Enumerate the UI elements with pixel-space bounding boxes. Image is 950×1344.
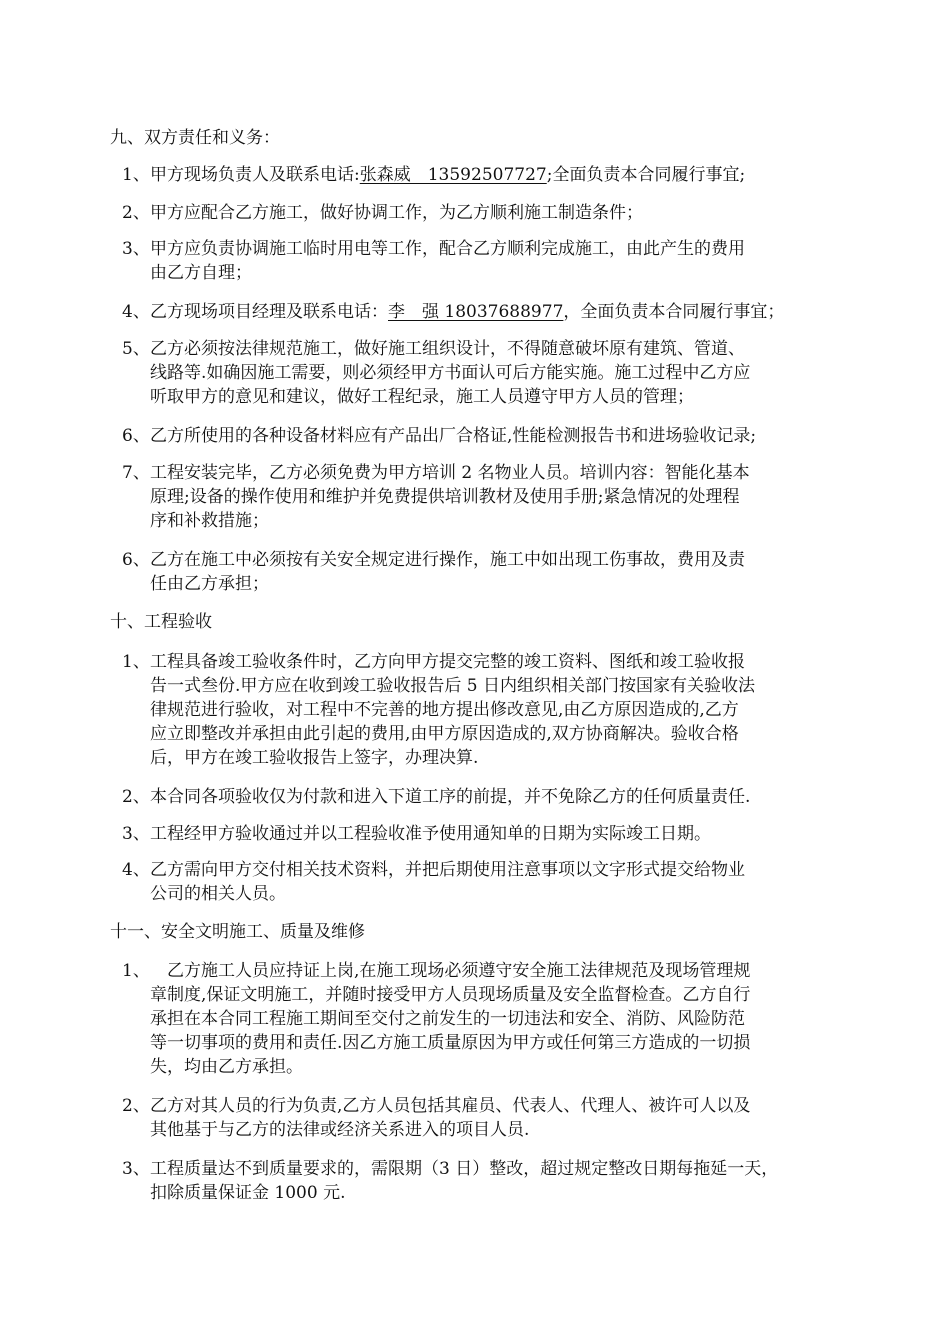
list-item [122, 337, 842, 409]
item-line: 乙方所使用的各种设备材料应有产品出厂合格证,性能检测报告书和进场验收记录; [150, 426, 757, 446]
list-item [122, 650, 842, 770]
item-text-tail: ;全面负责本合同履行事宜; [546, 165, 746, 185]
item-line: 扣除质量保证金 1000 元. [150, 1183, 346, 1203]
item-line: 听取甲方的意见和建议，做好工程纪录，施工人员遵守甲方人员的管理； [150, 387, 694, 407]
item-line: 甲方应负责协调施工临时用电等工作，配合乙方顺利完成施工，由此产生的费用 [150, 239, 745, 259]
item-number: 6、 [122, 426, 150, 446]
list-item [122, 1094, 842, 1142]
item-line: 线路等.如确因施工需要，则必须经甲方书面认可后方能实施。施工过程中乙方应 [150, 363, 751, 383]
item-number: 1、 [122, 165, 150, 185]
item-number: 2、 [122, 1096, 150, 1116]
list-item [122, 548, 842, 596]
item-number: 2、 [122, 787, 150, 807]
item-line: 后，甲方在竣工验收报告上签字，办理决算. [150, 748, 479, 768]
item-line: 律规范进行验收，对工程中不完善的地方提出修改意见,由乙方原因造成的,乙方 [150, 700, 739, 720]
item-line: 工程质量达不到质量要求的，需限期（3 日）整改，超过规定整改日期每拖延一天， [150, 1159, 779, 1179]
item-text: 甲方现场负责人及联系电话: [150, 165, 360, 185]
section-heading-11: 十一、安全文明施工、质量及维修 [110, 922, 365, 942]
item-text: 乙方现场项目经理及联系电话： [150, 302, 388, 322]
list-item [122, 785, 842, 809]
list-item [122, 822, 842, 846]
list-item [122, 237, 842, 285]
item-line: 承担在本合同工程施工期间至交付之前发生的一切违法和安全、消防、风险防范 [150, 1009, 745, 1029]
section-heading-10: 十、工程验收 [110, 612, 212, 632]
item-line: 乙方在施工中必须按有关安全规定进行操作，施工中如出现工伤事故，费用及责 [150, 550, 745, 570]
item-line: 乙方施工人员应持证上岗,在施工现场必须遵守安全施工法律规范及现场管理规 [150, 961, 751, 981]
item-line: 告一式叁份.甲方应在收到竣工验收报告后 5 日内组织相关部门按国家有关验收法 [150, 676, 756, 696]
item-number: 3、 [122, 239, 150, 259]
item-line: 甲方应配合乙方施工，做好协调工作，为乙方顺利施工制造条件； [150, 203, 643, 223]
item-line: 工程经甲方验收通过并以工程验收准予使用通知单的日期为实际竣工日期。 [150, 824, 711, 844]
item-line: 乙方对其人员的行为负责,乙方人员包括其雇员、代表人、代理人、被许可人以及 [150, 1096, 751, 1116]
item-number: 1、 [122, 652, 150, 672]
item-line: 章制度,保证文明施工，并随时接受甲方人员现场质量及安全监督检查。乙方自行 [150, 985, 751, 1005]
item-line: 由乙方自理； [150, 263, 252, 283]
item-line: 其他基于与乙方的法律或经济关系进入的项目人员. [150, 1120, 530, 1140]
item-line: 失，均由乙方承担。 [150, 1057, 303, 1077]
item-number: 3、 [122, 824, 150, 844]
list-item [122, 201, 842, 225]
item-line: 工程安装完毕，乙方必须免费为甲方培训 2 名物业人员。培训内容：智能化基本 [150, 463, 750, 483]
list-item [122, 424, 842, 448]
item-line: 乙方需向甲方交付相关技术资料，并把后期使用注意事项以文字形式提交给物业 [150, 860, 745, 880]
item-line: 本合同各项验收仅为付款和进入下道工序的前提，并不免除乙方的任何质量责任. [150, 787, 751, 807]
item-text-tail: ，全面负责本合同履行事宜； [563, 302, 785, 322]
item-number: 4、 [122, 860, 150, 880]
list-item [122, 858, 842, 906]
item-line: 公司的相关人员。 [150, 884, 286, 904]
list-item [122, 959, 842, 1079]
item-line: 工程具备竣工验收条件时，乙方向甲方提交完整的竣工资料、图纸和竣工验收报 [150, 652, 745, 672]
item-line [150, 163, 842, 187]
item-line [150, 300, 842, 324]
item-line: 原理;设备的操作使用和维护并免费提供培训教材及使用手册;紧急情况的处理程 [150, 487, 740, 507]
item-number: 5、 [122, 339, 150, 359]
item-number: 7、 [122, 463, 150, 483]
item-number: 3、 [122, 1159, 150, 1179]
item-line: 任由乙方承担； [150, 574, 269, 594]
item-line: 序和补救措施； [150, 511, 269, 531]
list-item [122, 461, 842, 533]
section-heading-9: 九、双方责任和义务： [110, 128, 280, 148]
contact-underlined: 张森威 13592507727 [359, 165, 547, 185]
list-item [122, 163, 842, 187]
list-item [122, 300, 842, 324]
item-number: 2、 [122, 203, 150, 223]
list-item [122, 1157, 842, 1205]
item-number: 6、 [122, 550, 150, 570]
contact-underlined: 李 强 18037688977 [388, 302, 564, 322]
item-line: 应立即整改并承担由此引起的费用,由甲方原因造成的,双方协商解决。验收合格 [150, 724, 739, 744]
item-number: 1、 [122, 961, 150, 981]
item-number: 4、 [122, 302, 150, 322]
item-line: 等一切事项的费用和责任.因乙方施工质量原因为甲方或任何第三方造成的一切损 [150, 1033, 751, 1053]
item-line: 乙方必须按法律规范施工，做好施工组织设计，不得随意破坏原有建筑、管道、 [150, 339, 745, 359]
